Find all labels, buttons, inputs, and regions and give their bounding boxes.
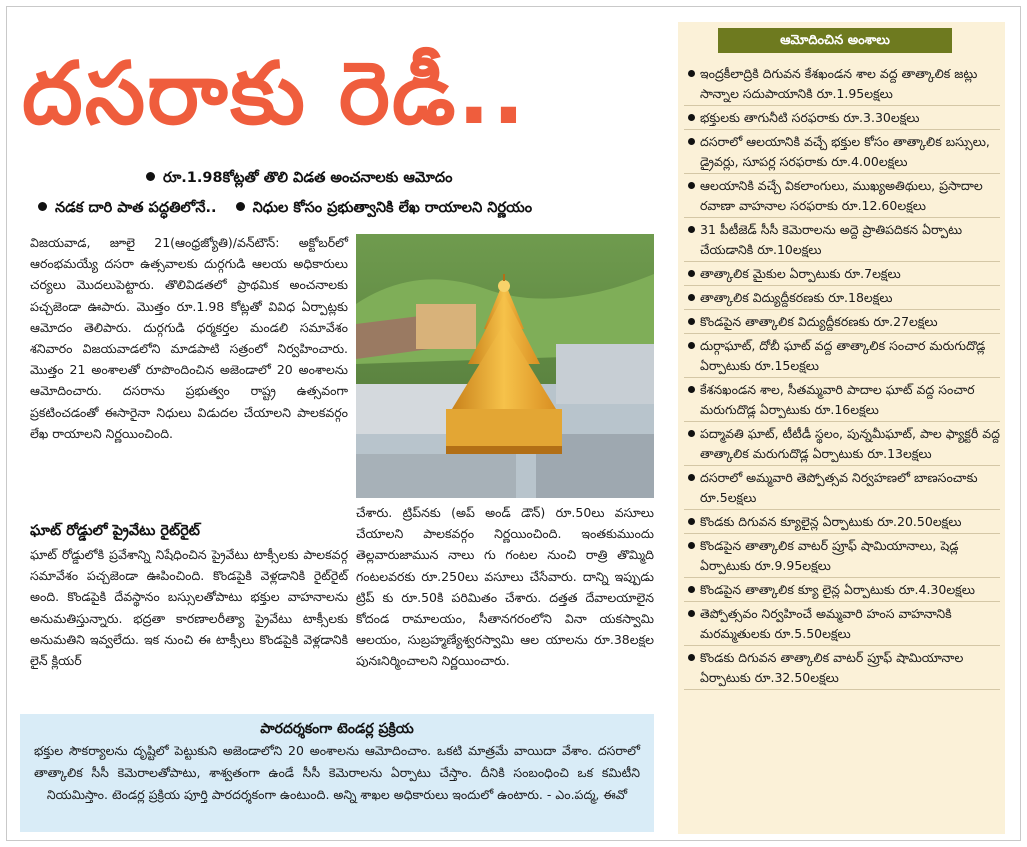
bullet-icon <box>236 202 245 211</box>
approved-items-panel <box>678 22 1005 834</box>
article-paragraph-1: విజయవాడ, జూలై 21(ఆంధ్రజ్యోతి)/వన్‌టౌన్: అక్టోబర్‌లో ఆరంభమయ్యే దసరా ఉత్సవాలకు దుర్గగుడి ఆలయ అధికారులు చర్యలు మొదలుపెట్టారు. తొలివిడతలో ప్రాథమిక అంచనాలకు పచ్చజెండా ఊపారు. మొత్తం రూ.1.98 కోట్లతో వివిధ ఏర్పాట్లకు ఆమోదం తెలిపారు. దుర్గగుడి ధర్మకర్తల మండలి సమావేశం శనివారం విజయవాడలోని మాడపాటి సత్రంలో నిర్వహించారు. మొత్తం 21 అంశాలతో రూపొందించిన అజెండాలో 20 అంశాలను ఆమోదించారు. దసరాను ప్రభుత్వం రాష్ట్ర ఉత్సవంగా ప్రకటించడంతో ఈసారైనా నిధులు విడుదల చేయాలని పాలకవర్గం లేఖ రాయాలని నిర్ణయించింది. <box>30 235 348 441</box>
list-item: తెప్పోత్సవం నిర్వహించే అమ్మవారి హంస వాహనానికి మరమ్మతులకు రూ.5.50లక్షలు <box>684 602 1000 646</box>
headline: దసరాకు రెడీ.. <box>22 44 527 144</box>
list-item: దుర్గాఘాట్, దోబీ ఘాట్ వద్ద తాత్కాలిక సంచార మరుగుదొడ్ల ఏర్పాటుకు రూ.15లక్షలు <box>684 334 1000 378</box>
subheadline-1 <box>146 168 453 188</box>
bullet-icon <box>38 202 47 211</box>
list-item: తాత్కాలిక విద్యుద్దీకరణకు రూ.18లక్షలు <box>684 286 1000 310</box>
list-item: కేశనఖండన శాల, సీతమ్మవారి పాదాల ఘాట్ వద్ద సంచార మరుగుదొడ్ల ఏర్పాటుకు రూ.16లక్షలు <box>684 378 1000 422</box>
bullet-icon <box>146 172 155 181</box>
list-item: ఇంద్రకీలాద్రికి దిగువన కేశఖండన శాల వద్ద తాత్కాలిక జట్లు సాన్నాల సదుపాయానికి రూ.1.95లక్షలు <box>684 62 1000 106</box>
article-paragraph-3: చేశారు. ట్రిప్‌నకు (అప్ అండ్ డౌన్) రూ.50లు వసూలు చేయాలని పాలకవర్గం నిర్ణయించింది. ఇంతకుముందు తెల్లవారుజామున నాలు గు గంటల నుంచి రాత్రి తొమ్మిది గంటలవరకు రూ.250లు వసూలు చేసేవారు. దాన్ని ఇప్పుడు ట్రిప్ కు రూ.50కి పరిమితం చేశారు. దత్తత దేవాలయాలైన కోదండ రామాలయం, సీతానగరంలోని వినా యకస్వామి ఆలయం, సుబ్రహ్మణ్యేశ్వరస్వామి ఆల యాలను రూ.38లక్షల పునఃనిర్మించాలని నిర్ణయించారు. <box>356 505 654 669</box>
quote-box-title: పారదర్శకంగా టెండర్ల ప్రక్రియ <box>260 721 414 737</box>
approved-items-list <box>684 62 1000 690</box>
list-item: కొండపైన తాత్కాలిక వాటర్ ప్రూఫ్ షామియానాలు, షెడ్ల ఏర్పాటుకు రూ.9.95లక్షలు <box>684 534 1000 578</box>
list-item: దసరాలో అమ్మవారి తెప్పోత్సవ నిర్వహణలో బాణసంచాకు రూ.5లక్షలు <box>684 466 1000 510</box>
subheadline-2b-text: నిధుల కోసం ప్రభుత్వానికి లేఖ రాయాలని నిర్ణయం <box>252 200 533 216</box>
list-item: కొండపైన తాత్కాలిక విద్యుద్దీకరణకు రూ.27లక్షలు <box>684 310 1000 334</box>
list-item: ఆలయానికి వచ్చే వికలాంగులు, ముఖ్యఅతిథులు, ప్రసాదాల రవాణా వాహనాల సరఫరాకు రూ.12.60లక్షలు <box>684 174 1000 218</box>
subheadline-2a-text: నడక దారి పాత పద్ధతిలోనే.. <box>55 200 217 216</box>
list-item: దసరాలో ఆలయానికి వచ్చే భక్తుల కోసం తాత్కాలిక బస్సులు, డ్రైవర్లు, సూపర్ల సరఫరాకు రూ.4.00లక్షలు <box>684 130 1000 174</box>
list-item: కొండపైన తాత్కాలిక క్యూ లైన్ల ఏర్పాటుకు రూ.4.30లక్షలు <box>684 578 1000 602</box>
list-item: కొండకు దిగువన క్యూలైన్ల ఏర్పాటుకు రూ.20.50లక్షలు <box>684 510 1000 534</box>
article-subhead: ఘాట్ రోడ్డులో ప్రైవేటు రైట్‌రైట్ <box>30 523 200 539</box>
temple-photo <box>356 234 654 498</box>
article-paragraph-2: ఘాట్ రోడ్డులోకి ప్రవేశాన్ని నిషేధించిన ప్రైవేటు టాక్సీలకు పాలకవర్గ సమావేశం పచ్చజెండా ఊపించింది. కొండపైకి వెళ్లడానికి రైట్‌రైట్ అంది. కొండపైకి దేవస్థానం బస్సులతోపాటు భక్తుల వాహనాలను అనుమతిస్తున్నారు. భద్రతా కారణాలరీత్యా ప్రైవేటు టాక్సీలకు అనుమతిని ఇవ్వలేదు. ఇక నుంచి ఈ టాక్సీలు కొండపైకి వెళ్లడానికి లైన్ క్లియర్ <box>30 547 348 669</box>
list-item: భక్తులకు తాగునీటి సరఫరాకు రూ.3.30లక్షలు <box>684 106 1000 130</box>
quote-box-body: భక్తుల సౌకర్యాలను దృష్టిలో పెట్టుకుని అజెండాలోని 20 అంశాలను ఆమోదించాం. ఒకటి మాత్రమే వాయిదా వేశాం. దసరాలో తాత్కాలిక సీసీ కెమెరాలతోపాటు, శాశ్వతంగా ఉండే సీసీ కెమెరాలను ఏర్పాటు చేస్తాం. దీనికి సంబంధించి ఒక కమిటీని నియమిస్తాం. టెండర్ల ప్రక్రియ పూర్తి పారదర్శకంగా ఉంటుంది. అన్ని శాఖల అధికారులు ఇందులో ఉంటారు. - ఎం.పద్మ, ఈవో <box>34 743 640 802</box>
list-item: తాత్కాలిక మైకుల ఏర్పాటుకు రూ.7లక్షలు <box>684 262 1000 286</box>
list-item: పద్మావతి ఘాట్, టీటీడీ స్థలం, పున్నమీఘాట్, పాల ఫ్యాక్టరీ వద్ద తాత్కాలిక మరుగుదొడ్ల ఏర్పాటుకు రూ.13లక్షలు <box>684 422 1000 466</box>
panel-title: ఆమోదించిన అంశాలు <box>718 28 952 53</box>
list-item: కొండకు దిగువన తాత్కాలిక వాటర్ ప్రూఫ్ షామియానాల ఏర్పాటుకు రూ.32.50లక్షలు <box>684 646 1000 690</box>
quote-box <box>20 714 654 832</box>
subheadline-1-text: రూ.1.98కోట్లతో తొలి విడత అంచనాలకు ఆమోదం <box>163 170 453 186</box>
list-item: 31 పీటీజెడ్ సీసీ కెమెరాలను అద్దె ప్రాతిపదికన ఏర్పాటు చేయడానికి రూ.10లక్షలు <box>684 218 1000 262</box>
subheadline-2 <box>38 198 532 218</box>
